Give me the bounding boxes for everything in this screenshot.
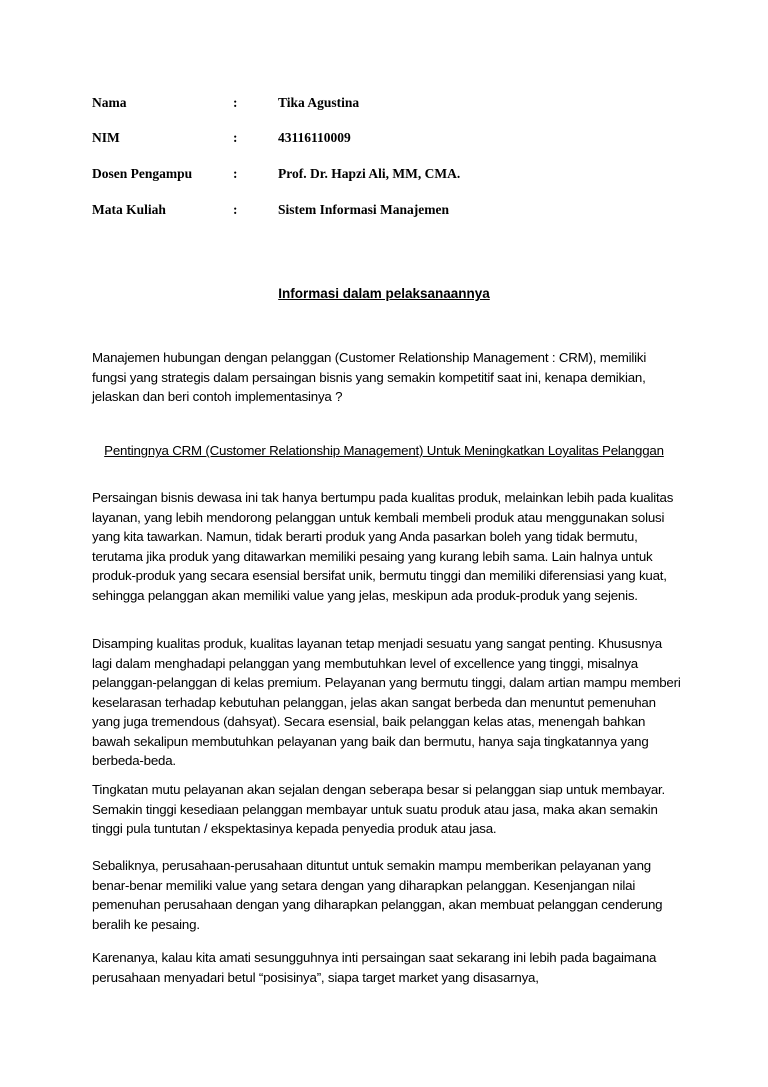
info-label: Nama [92, 95, 127, 110]
info-colon: : [233, 130, 238, 145]
page-title: Informasi dalam pelaksanaannya [278, 286, 490, 301]
paragraph-2: Disamping kualitas produk, kualitas layanan tetap menjadi sesuatu yang sangat penting. Khususnya lagi dalam menghadapi pelanggan yang membutuhkan level of excellence yang tinggi, misalnya pelanggan-pelanggan di kelas premium. Pelayanan yang bermutu tinggi, dalam artian mampu memberi keselarasan terhadap kebutuhan pelanggan, jelas akan sangat berbeda dan menuntut pemenuhan yang juga tremendous (dahsyat). Secara esensial, baik pelanggan kelas atas, menengah bahkan bawah sekalipun membutuhkan pelayanan yang baik dan bermutu, hanya saja tingkatannya yang berbeda-beda. [92, 636, 681, 768]
info-label: Mata Kuliah [92, 202, 166, 217]
paragraph-5: Karenanya, kalau kita amati sesungguhnya inti persaingan saat sekarang ini lebih pada bagaimana perusahaan menyadari betul “posisinya”, siapa target market yang disasarnya, [92, 950, 657, 985]
info-colon: : [233, 202, 238, 217]
paragraph-1: Persaingan bisnis dewasa ini tak hanya bertumpu pada kualitas produk, melainkan lebih pada kualitas layanan, yang lebih mendorong pelanggan untuk kembali membeli produk atau menggunakan solusi yang kita tawarkan. Namun, tidak berarti produk yang Anda pasarkan boleh yang tidak bermutu, terutama jika produk yang ditawarkan memiliki pesaing yang kurang lebih sama. Lain halnya untuk produk-produk yang secara esensial bersifat unik, bermutu tinggi dan memiliki diferensiasi yang kuat, sehingga pelanggan akan memiliki value yang jelas, meskipun ada produk-produk yang sejenis. [92, 490, 674, 603]
info-value: Tika Agustina [278, 95, 360, 110]
info-colon: : [233, 95, 238, 110]
info-label: NIM [92, 130, 120, 145]
info-colon: : [233, 166, 238, 181]
section-subtitle: Pentingnya CRM (Customer Relationship Management) Untuk Meningkatkan Loyalitas Pelanggan [104, 443, 664, 458]
info-label: Dosen Pengampu [92, 166, 193, 181]
info-value: Sistem Informasi Manajemen [278, 202, 449, 217]
info-value: 43116110009 [278, 130, 351, 145]
question-paragraph: Manajemen hubungan dengan pelanggan (Customer Relationship Management : CRM), memiliki fungsi yang strategis dalam persaingan bisnis yang semakin kompetitif saat ini, kenapa demikian, jelaskan dan beri contoh implementasinya ? [92, 350, 647, 404]
info-value: Prof. Dr. Hapzi Ali, MM, CMA. [278, 166, 461, 181]
paragraph-3: Tingkatan mutu pelayanan akan sejalan dengan seberapa besar si pelanggan siap untuk membayar. Semakin tinggi kesediaan pelanggan membayar untuk suatu produk atau jasa, maka akan semakin tinggi pula tuntutan / ekspektasinya kepada penyedia produk atau jasa. [92, 782, 666, 836]
paragraph-4: Sebaliknya, perusahaan-perusahaan dituntut untuk semakin mampu memberikan pelayanan yang benar-benar memiliki value yang setara dengan yang diharapkan pelanggan. Kesenjangan nilai pemenuhan perusahaan dengan yang diharapkan pelanggan, akan membuat pelanggan cenderung beralih ke pesaing. [92, 858, 663, 932]
